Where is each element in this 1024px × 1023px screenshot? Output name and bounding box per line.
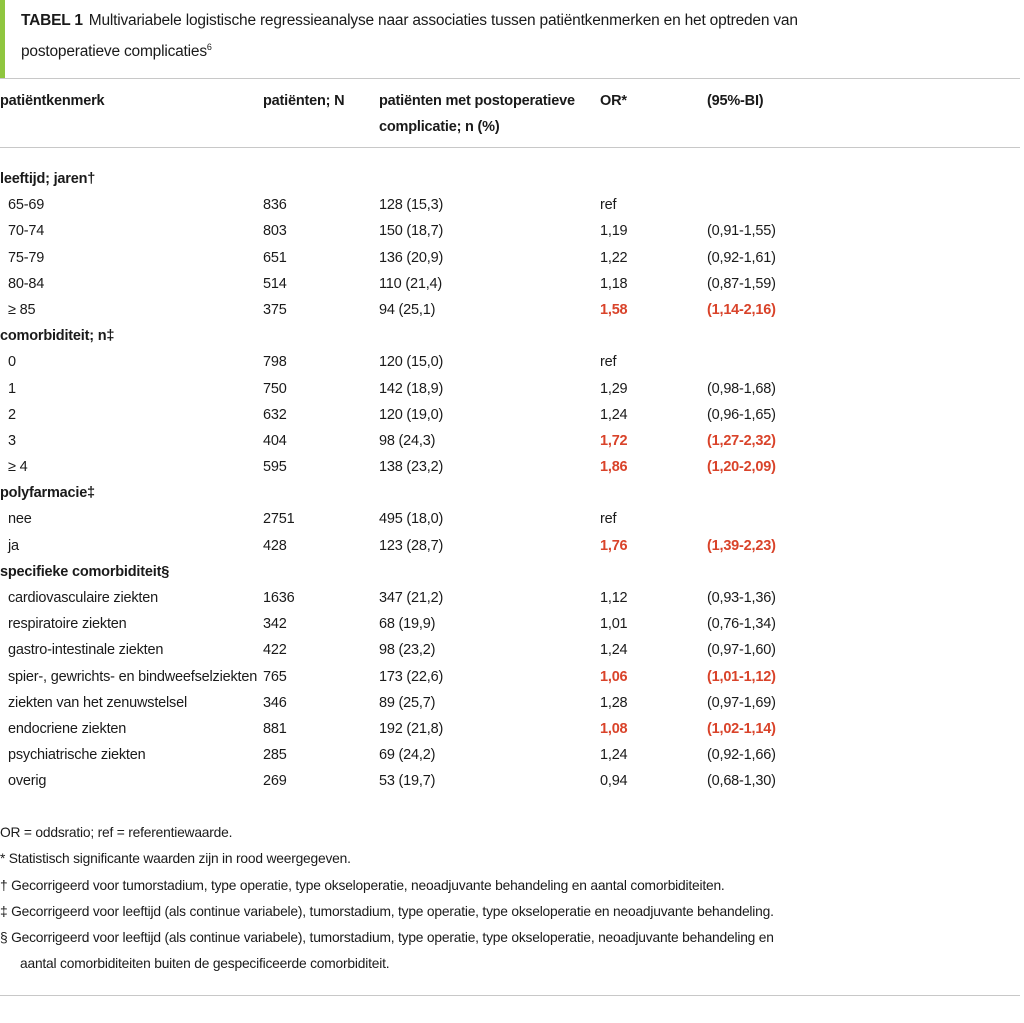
cell-confidence-interval: (0,91-1,55) [707,223,776,240]
cell-odds-ratio: 1,24 [600,406,628,423]
cell-complications: 69 (24,2) [379,747,436,764]
row-label: 75-79 [8,249,45,266]
table-row [0,534,1020,560]
cell-complications: 120 (19,0) [379,406,444,423]
cell-odds-ratio: 1,86 [600,459,628,476]
footnote-significance: * Statistisch significante waarden zijn in rood weergegeven. [0,851,351,867]
cell-odds-ratio: 0,94 [600,773,628,790]
table-footnotes [0,820,1020,978]
cell-confidence-interval: (0,76-1,34) [707,616,776,633]
row-label: psychiatrische ziekten [8,747,146,764]
cell-complications: 123 (28,7) [379,537,444,554]
cell-odds-ratio: 1,76 [600,537,628,554]
cell-complications: 347 (21,2) [379,590,444,606]
row-label: leeftijd; jaren† [0,171,96,187]
header-confidence-interval: (95%-BI) [707,93,764,109]
cell-complications: 94 (25,1) [379,301,436,318]
table-row [0,455,1020,481]
row-label: ≥ 4 [8,459,28,476]
cell-patients: 798 [263,354,287,371]
cell-complications: 150 (18,7) [379,223,444,240]
footnote-abbreviations: OR = oddsratio; ref = referentiewaarde. [0,825,233,840]
cell-odds-ratio: 1,18 [600,275,628,292]
cell-complications: 128 (15,3) [379,197,444,214]
cell-complications: 68 (19,9) [379,616,436,633]
cell-confidence-interval: (0,93-1,36) [707,590,776,606]
row-label: 2 [8,406,16,423]
cell-patients: 750 [263,380,287,397]
table-row [0,298,1020,324]
cell-complications: 53 (19,7) [379,773,436,790]
footnote-section-continued: aantal comorbiditeiten buiten de gespecificeerde comorbiditeit. [20,956,390,972]
table-row [0,429,1020,455]
header-top-rule [0,78,1020,79]
cell-patients: 269 [263,773,287,790]
cell-complications: 98 (24,3) [379,432,436,449]
cell-odds-ratio: ref [600,511,617,528]
cell-confidence-interval: (0,68-1,30) [707,773,776,790]
bottom-rule [0,995,1020,996]
table-section-header [0,324,1020,350]
header-bottom-rule [0,147,1020,148]
cell-patients: 422 [263,642,287,659]
table-body [0,167,1020,796]
cell-odds-ratio: 1,24 [600,642,628,659]
cell-odds-ratio: 1,19 [600,223,628,240]
cell-confidence-interval: (0,92-1,66) [707,747,776,764]
table-row [0,612,1020,638]
row-label: 80-84 [8,275,45,292]
row-label: endocriene ziekten [8,720,127,737]
table-row [0,691,1020,717]
cell-patients: 404 [263,432,287,449]
cell-odds-ratio: 1,29 [600,380,628,397]
table-section-header [0,481,1020,507]
row-label: ≥ 85 [8,301,36,318]
cell-patients: 836 [263,197,287,214]
cell-confidence-interval: (0,87-1,59) [707,275,776,292]
cell-odds-ratio: 1,28 [600,694,628,711]
cell-confidence-interval: (0,97-1,69) [707,694,776,711]
cell-odds-ratio: 1,72 [600,432,628,449]
table-row [0,350,1020,376]
cell-patients: 346 [263,694,287,711]
caption-text-2: postoperatieve complicaties [21,43,207,61]
row-label: 70-74 [8,223,45,240]
row-label: polyfarmacie‡ [0,485,95,502]
cell-patients: 881 [263,720,287,737]
cell-patients: 428 [263,537,287,554]
row-label: overig [8,773,47,790]
cell-odds-ratio: ref [600,354,617,371]
table-row [0,769,1020,795]
cell-odds-ratio: 1,06 [600,668,628,685]
header-odds-ratio: OR* [600,93,627,109]
row-label: respiratoire ziekten [8,616,127,633]
cell-confidence-interval: (0,97-1,60) [707,642,776,659]
cell-patients: 514 [263,275,287,292]
cell-patients: 595 [263,459,287,476]
cell-patients: 375 [263,301,287,318]
cell-patients: 2751 [263,511,295,528]
cell-odds-ratio: 1,08 [600,720,628,737]
cell-complications: 120 (15,0) [379,354,444,371]
cell-patients: 285 [263,747,287,764]
table-caption [0,0,1020,78]
caption-reference: 6 [206,42,212,52]
cell-confidence-interval: (0,98-1,68) [707,380,776,397]
table-section-header [0,560,1020,586]
row-label: 3 [8,432,16,449]
row-label: 0 [8,354,16,371]
footnote-double-dagger: ‡ Gecorrigeerd voor leeftijd (als continue variabele), tumorstadium, type operatie, type okseloperatie en neoadjuvante behandeling. [0,903,774,919]
caption-text: Multivariabele logistische regressieanalyse naar associaties tussen patiëntkenmerken en het optreden van [88,12,798,29]
row-label: 1 [8,380,16,397]
row-label: nee [8,511,32,528]
cell-patients: 651 [263,249,287,266]
cell-patients: 342 [263,616,287,633]
table-row [0,193,1020,219]
cell-confidence-interval: (0,96-1,65) [707,406,776,423]
cell-odds-ratio: 1,24 [600,747,628,764]
table-row [0,743,1020,769]
row-label: comorbiditeit; n‡ [0,328,115,345]
cell-complications: 173 (22,6) [379,668,444,685]
cell-complications: 136 (20,9) [379,249,444,266]
table-row [0,586,1020,612]
cell-patients: 803 [263,223,287,240]
row-label: ziekten van het zenuwstelsel [8,694,187,711]
caption-line-2 [21,34,1020,65]
cell-confidence-interval: (1,20-2,09) [707,459,776,476]
row-label: cardiovasculaire ziekten [8,590,158,606]
cell-confidence-interval: (0,92-1,61) [707,249,776,266]
table-row [0,219,1020,245]
table-row [0,246,1020,272]
cell-odds-ratio: ref [600,197,617,214]
cell-complications: 89 (25,7) [379,694,436,711]
table-section-header [0,167,1020,193]
table-row [0,717,1020,743]
header-patient-characteristic: patiëntkenmerk [0,93,105,109]
header-patients-with-complications [379,88,575,140]
header-complications-line-2: complicatie; n (%) [379,119,500,135]
cell-patients: 765 [263,668,287,685]
cell-confidence-interval: (1,14-2,16) [707,301,776,318]
row-label: gastro-intestinale ziekten [8,642,164,659]
cell-odds-ratio: 1,22 [600,249,628,266]
header-patients-n: patiënten; N [263,93,345,109]
table-row [0,507,1020,533]
cell-confidence-interval: (1,39-2,23) [707,537,776,554]
table-row [0,377,1020,403]
cell-complications: 110 (21,4) [379,275,443,292]
cell-complications: 495 (18,0) [379,511,444,528]
cell-odds-ratio: 1,58 [600,301,628,318]
cell-confidence-interval: (1,01-1,12) [707,668,776,685]
row-label: specifieke comorbiditeit§ [0,563,170,580]
footnote-dagger: † Gecorrigeerd voor tumorstadium, type operatie, type okseloperatie, neoadjuvante behandeling en aantal comorbiditeiten. [0,877,725,893]
header-complications-line-1: patiënten met postoperatieve [379,93,575,109]
cell-odds-ratio: 1,01 [600,616,628,633]
caption-label: TABEL 1 [21,12,83,29]
cell-confidence-interval: (1,02-1,14) [707,720,776,737]
cell-confidence-interval: (1,27-2,32) [707,432,776,449]
row-label: 65-69 [8,197,45,214]
row-label: ja [8,537,19,554]
table-row [0,403,1020,429]
table-row [0,638,1020,664]
cell-odds-ratio: 1,12 [600,590,628,606]
table-row [0,272,1020,298]
cell-complications: 192 (21,8) [379,720,444,737]
cell-complications: 142 (18,9) [379,380,444,397]
footnote-section: § Gecorrigeerd voor leeftijd (als continue variabele), tumorstadium, type operatie, type okseloperatie, neoadjuvante behandeling en [0,930,774,946]
caption-line-1 [21,8,1020,34]
cell-complications: 138 (23,2) [379,459,444,476]
cell-patients: 1636 [263,590,295,606]
cell-patients: 632 [263,406,287,423]
cell-complications: 98 (23,2) [379,642,436,659]
table-row [0,665,1020,691]
row-label: spier-, gewrichts- en bindweefselziekten [8,668,258,685]
